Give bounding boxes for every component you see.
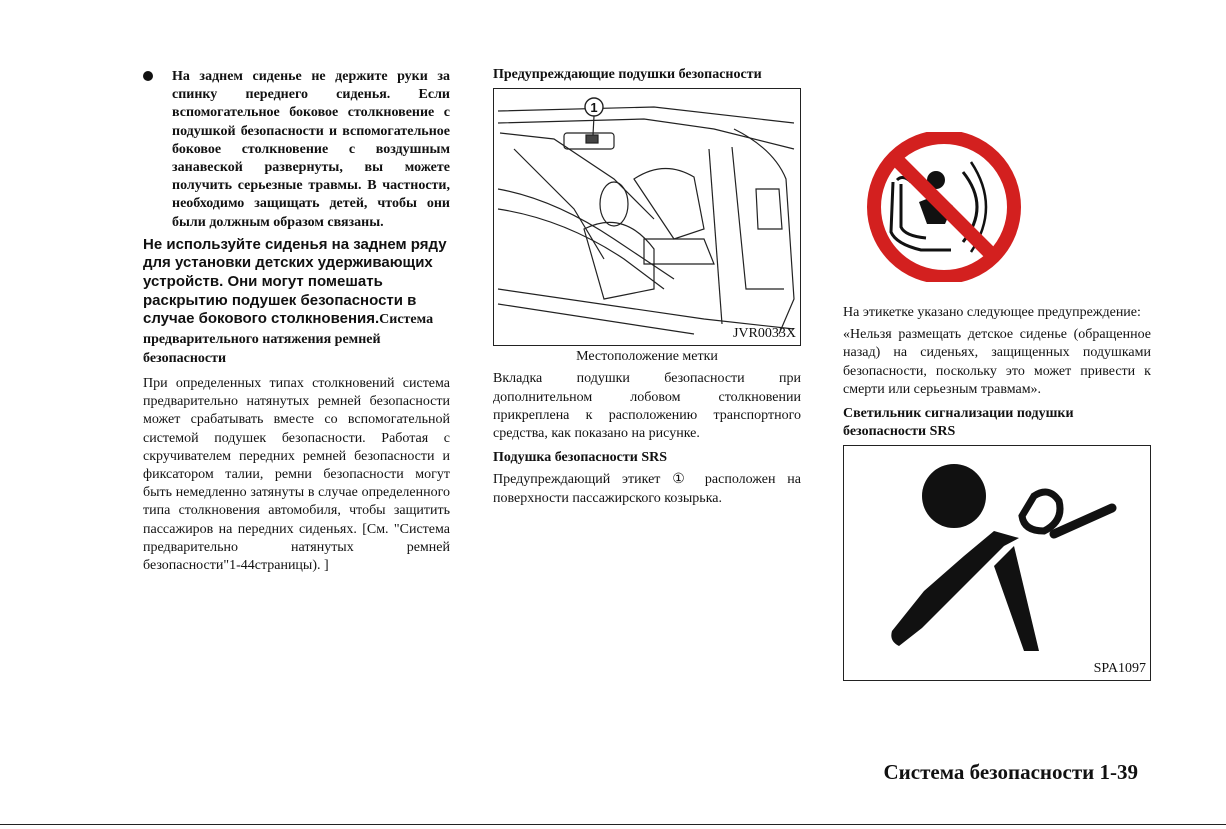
bullet-dot-icon (143, 71, 153, 81)
no-child-seat-sign-icon (841, 132, 1047, 282)
column-right (843, 66, 1151, 681)
pretensioner-body: При определенных типах столкновений система предварительно натянутых ремней безопасности может срабатывать вместе со вспомогательной системой подушек безопасности. Работая с скручивателем передних ремней безопасности и фиксатором талии, ремни безопасности могут быть немедленно затянуты в случае определенного типа столкновения автомобиля, чтобы защитить пассажиров на передних сиденьях. [См. "Система предварительно натянутых ремней безопасности"1-44страницы). ] (143, 375, 450, 574)
bottom-divider (0, 824, 1226, 825)
airbag-warning-heading: Предупреждающие подушки безопасности (493, 67, 762, 82)
warning-paragraph (143, 236, 450, 369)
prohibition-sign-area (843, 66, 1151, 304)
page-footer-label: Система безопасности 1-39 (883, 760, 1138, 784)
column-middle (493, 66, 801, 508)
figure-code: SPA1097 (1093, 661, 1146, 677)
srs-label-paragraph: Предупреждающий этикет ① расположен на поверхности пассажирского козырька. (493, 472, 801, 506)
svg-text:1: 1 (590, 100, 598, 116)
section-heading-pretensioner: Система предварительного натяжения ремней безопасности (143, 312, 434, 367)
bullet-paragraph (143, 68, 450, 232)
car-interior-illustration-icon (494, 89, 800, 343)
airbag-warning-light-icon (844, 446, 1150, 678)
figure-code: JVR0033X (732, 326, 796, 341)
srs-warning-light-figure (843, 445, 1151, 681)
label-warning-quote: «Нельзя размещать детское сиденье (обращенное назад) на сиденьях, защищенных подушками безопасности, поскольку это может привести к смерти или серьезным травмам». (843, 327, 1151, 397)
column-left (143, 66, 450, 575)
label-location-paragraph: Вкладка подушки безопасности при дополнительном лобовом столкновении прикреплена к расположению транспортного средства, как показано на рисунке. (493, 371, 801, 442)
figure-caption: Местоположение метки (576, 349, 718, 365)
srs-airbag-heading: Подушка безопасности SRS (493, 450, 668, 466)
car-interior-figure (493, 88, 801, 346)
label-intro: На этикетке указано следующее предупреждение: (843, 305, 1141, 320)
bullet-text: На заднем сиденье не держите руки за спинку переднего сиденья. Если вспомогательное боковое столкновение с подушкой безопасности и вспомогательное боковое столкновение с воздушным занавеской развернуты, вы можете получить серьезные травмы. В частности, необходимо защищать детей, чтобы они были должным образом связаны. (172, 69, 450, 230)
warning-text: Не используйте сиденья на заднем ряду для установки детских удерживающих устройств. Они могут помешать раскрытию подушек безопасности в случае бокового столкновения. (143, 235, 447, 328)
srs-warning-light-heading: Светильник сигнализации подушки безопасности SRS (843, 406, 1074, 440)
